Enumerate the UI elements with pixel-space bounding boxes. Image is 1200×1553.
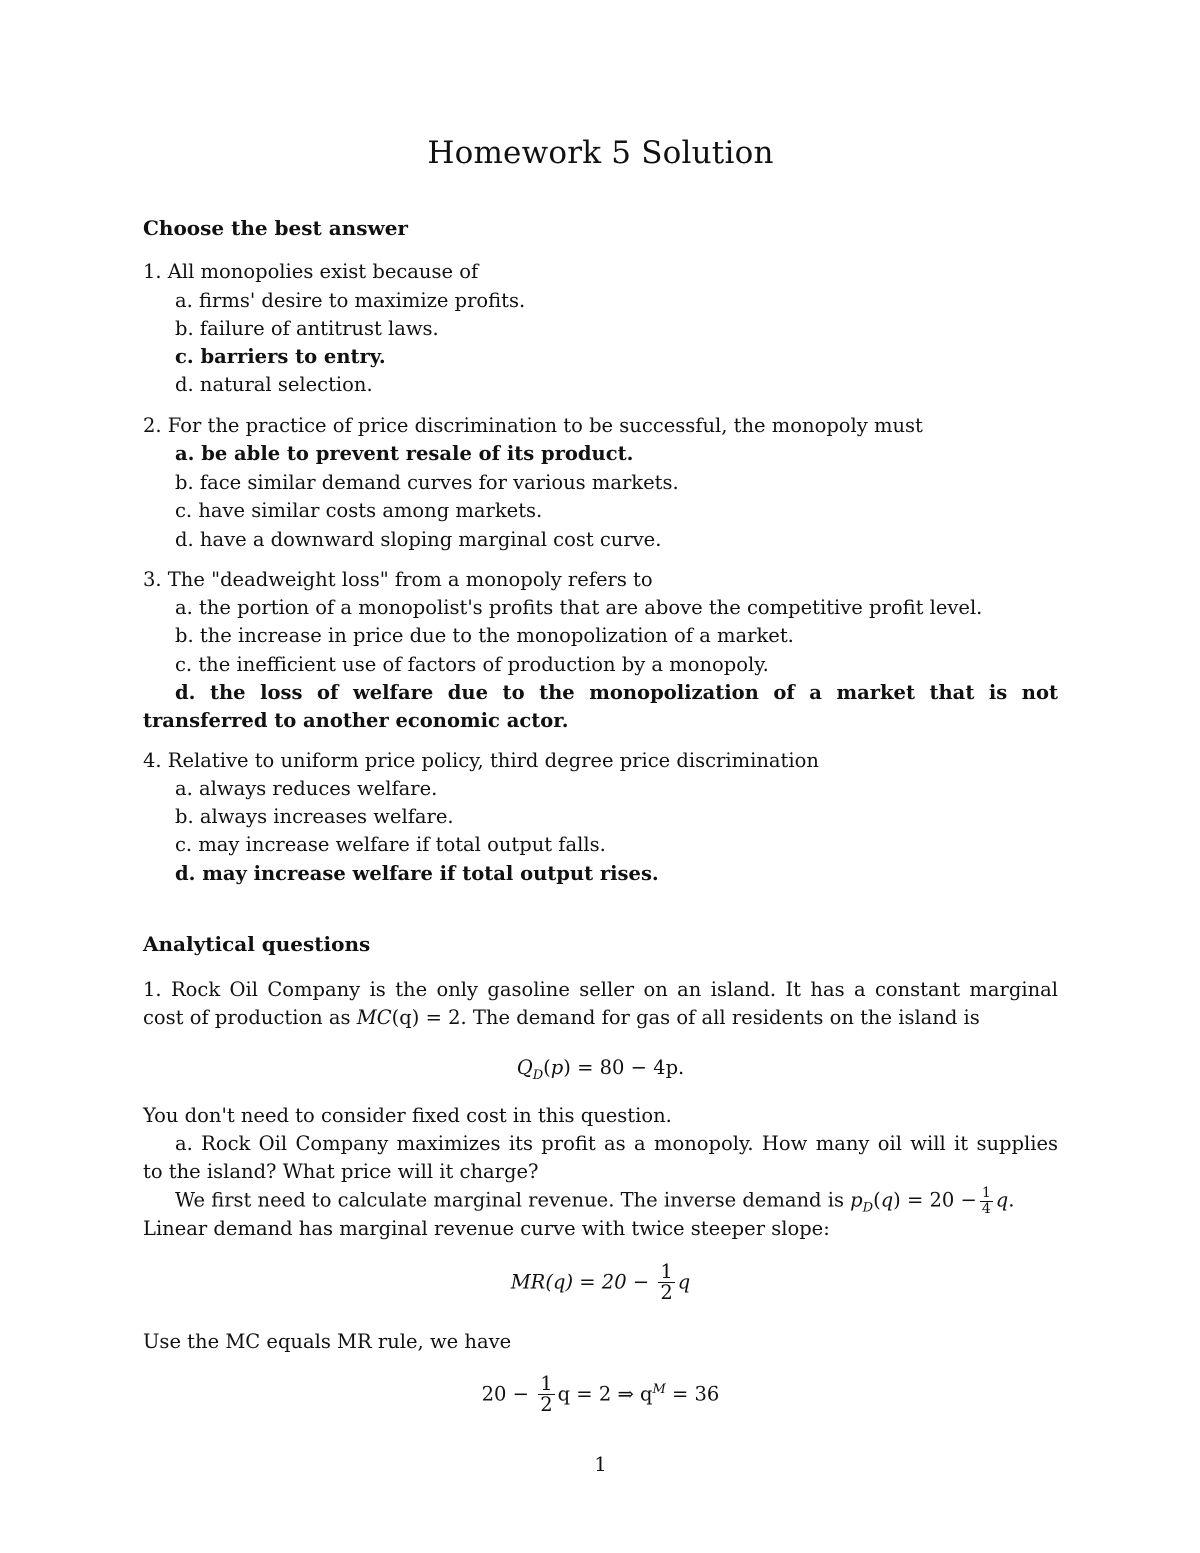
mc-symbol: MC [356,1006,392,1029]
marginal-revenue-equation: MR(q) = 20 − $\frac{1}{2}$ q [510,1260,691,1305]
question-1-option-c-answer: c. barriers to entry. [175,345,386,368]
demand-equation: $Q_D(p) = 80 - 4p$. [516,1056,685,1083]
monopoly-quantity-equation [143,1374,1058,1416]
analytical-1-line-1: 1. Rock Oil Company is the only gasoline seller on an island. It has a constant marginal [143,978,1058,1001]
question-3-option-d-answer-cont: transferred to another economic actor. [143,709,569,732]
question-1-option-b: b. failure of antitrust laws. [175,317,439,340]
fraction-one-half-2: $\frac{1}{2}$ [540,1372,553,1417]
final-eq-pre: 20 − [481,1382,529,1406]
part-a-line-2: to the island? What price will it charge? [143,1160,539,1183]
question-2-option-c: c. have similar costs among markets. [175,499,543,522]
mc-value: (q) = 2. [391,1006,467,1029]
mr-equation-text: MR(q) = 20 − [510,1270,650,1294]
inverse-demand-rhs: = 20 − [900,1188,977,1212]
no-fixed-cost-note: You don't need to consider fixed cost in this question. [143,1104,672,1127]
fraction-one-quarter: $\frac{1}{4}$ [981,1185,991,1217]
question-2-option-d: d. have a downward sloping marginal cost curve. [175,528,662,551]
question-3-option-a: a. the portion of a monopolist's profits that are above the competitive profit level. [175,596,983,619]
question-1-stem: 1. All monopolies exist because of [143,260,479,283]
final-eq-post: = 36 [665,1382,720,1406]
question-2-option-a-answer: a. be able to prevent resale of its product. [175,442,634,465]
linear-demand-note: Linear demand has marginal revenue curve with twice steeper slope: [143,1217,830,1240]
analytical-1-line-2 [143,1006,980,1029]
question-4-option-c: c. may increase welfare if total output falls. [175,833,606,856]
question-1-option-a: a. firms' desire to maximize profits. [175,289,526,312]
inverse-demand-text: We first need to calculate marginal revenue. The inverse demand is [175,1188,851,1212]
inverse-demand-line: We first need to calculate marginal revenue. The inverse demand is $p_D(q) = 20$ − $\frac{1}{4}$ q. [175,1185,1015,1217]
page-number: 1 [594,1453,607,1476]
question-2-stem: 2. For the practice of price discrimination to be successful, the monopoly must [143,414,923,437]
section-heading-choose: Choose the best answer [143,216,408,240]
question-4-option-b: b. always increases welfare. [175,805,454,828]
mc-mr-rule-note: Use the MC equals MR rule, we have [143,1330,512,1353]
question-3-option-d-answer: d. the loss of welfare due to the monopolization of a market that is not [175,681,1058,704]
analytical-1-line-2-post: The demand for gas of all residents on the island is [466,1006,980,1029]
page-title: Homework 5 Solution [427,135,774,171]
question-2-option-b: b. face similar demand curves for various markets. [175,471,679,494]
question-4-stem: 4. Relative to uniform price policy, third degree price discrimination [143,749,819,772]
analytical-1-line-2-pre: cost of production as [143,1006,357,1029]
question-1-option-d: d. natural selection. [175,373,373,396]
question-3-option-c: c. the inefficient use of factors of production by a monopoly. [175,653,769,676]
question-3-option-b: b. the increase in price due to the monopolization of a market. [175,624,794,647]
part-a-line-1: a. Rock Oil Company maximizes its profit as a monopoly. How many oil will it supplies [175,1132,1058,1155]
question-4-option-d-answer: d. may increase welfare if total output rises. [175,862,659,885]
fraction-one-half: $\frac{1}{2}$ [660,1260,673,1305]
section-heading-analytical: Analytical questions [143,932,371,956]
final-eq-mid: q = 2 ⇒ q [557,1382,653,1406]
demand-equation-rhs: 80 − 4p. [599,1056,685,1079]
question-4-option-a: a. always reduces welfare. [175,777,438,800]
monopoly-superscript: M [652,1381,666,1397]
question-3-stem: 3. The "deadweight loss" from a monopoly refers to [143,568,653,591]
